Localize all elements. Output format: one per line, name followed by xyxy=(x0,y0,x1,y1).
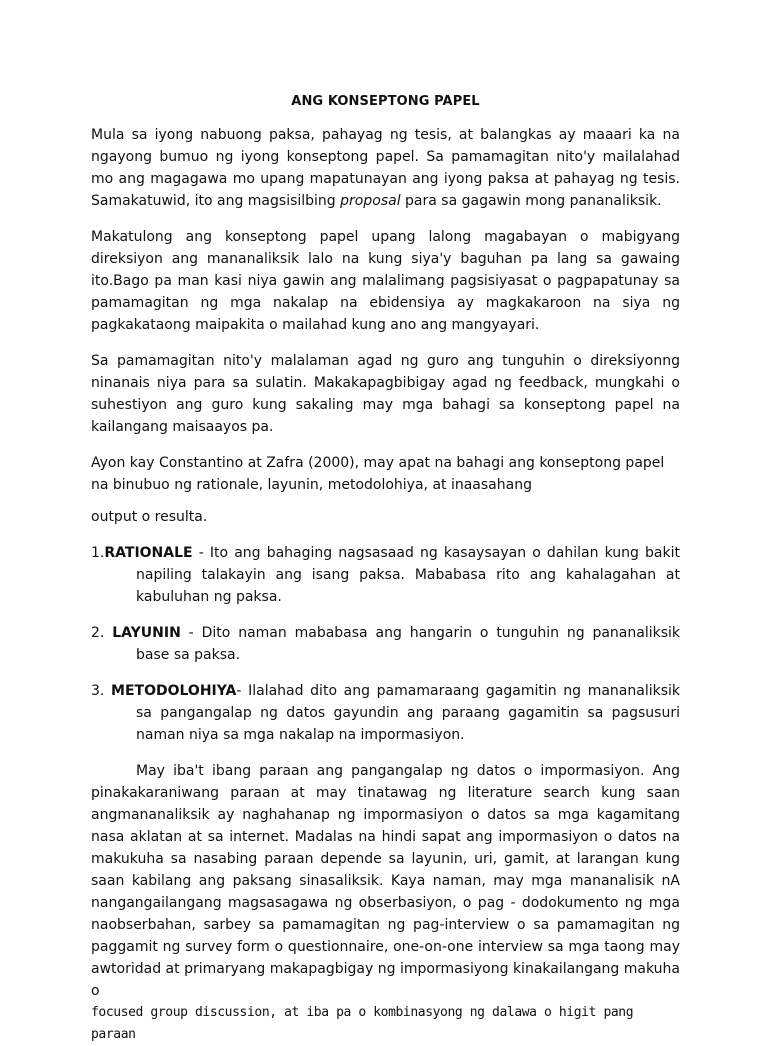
list-number: 2. xyxy=(91,625,113,641)
list-term: METODOLOHIYA xyxy=(111,683,237,699)
list-text: - Ito ang bahaging nagsasaad ng kasaysayan o dahilan kung bakit napiling talakayin ang isang paksa. Mababasa rito ang kahalagahan at kabuluhan ng paksa. xyxy=(136,545,680,605)
paragraph-intro-end: para sa gagawin mong pananaliksik. xyxy=(400,193,662,209)
list-item-layunin xyxy=(91,622,680,666)
list-term: RATIONALE xyxy=(104,545,193,561)
list-number: 3. xyxy=(91,683,112,699)
paragraph-purpose: Makatulong ang konseptong papel upang lalong magabayan o mabigyang direksiyon ang mananaliksik lalo na kung siya'y baguhan pa lang sa gawaing ito.Bago pa man kasi niya gawin ang malalimang pagsisiyasat o pagpapatunay sa pamamagitan ng mga nakalap na ebidensiya ay magkakaroon na siya ng pagkakataong maipakita o mailahad kung ano ang mangyayari. xyxy=(91,229,680,333)
paragraph-intro-text: Mula sa iyong nabuong paksa, pahayag ng tesis, at balangkas ay maaari ka na ngayong bumuo ng iyong konseptong papel. Sa pamamagitan nito'y mailalahad mo ang magagawa mo upang mapatunayan ang iyong paksa at pahayag ng tesis. Samakatuwid, ito ang magsisilbing xyxy=(91,127,680,209)
document-title: ANG KONSEPTONG PAPEL xyxy=(291,94,480,109)
list-text: - Ilalahad dito ang pamamaraang gagamitin ng mananaliksik sa pangangalap ng datos gayundin ang paraang gagamitin sa pagsusuri naman niya sa mga nakalap na impormasiyon. xyxy=(136,683,681,743)
paragraph-intro xyxy=(91,124,680,212)
paragraph-guide: Sa pamamagitan nito'y malalaman agad ng guro ang tunguhin o direksiyonng ninanais niya para sa sulatin. Makakapagbibigay agad ng feedback, mungkahi o suhestiyon ang guro kung sakaling may mga bahagi sa konseptong papel na kailangang maisaayos pa. xyxy=(91,353,680,435)
paragraph-methods: May iba't ibang paraan ang pangangalap ng datos o impormasiyon. Ang pinakakaraniwang paraan at may tinatawag ng literature search kung saan angmananaliksik ay naghahanap ng impormasiyon o datos sa mga kagamitang nasa aklatan at sa internet. Madalas na hindi sapat ang impormasiyon o datos na makukuha sa nasabing paraan depende sa layunin, uri, gamit, at larangan kung saan kabilang ang paksang sinasaliksik. Kaya naman, may mga mananalisik nA nangangailangang magsasagawa ng obserbasiyon, o pag - dodokumento ng mga naobserbahan, sarbey sa pamamagitan ng pag-interview o sa pamamagitan ng paggamit ng survey form o questionnaire, one-on-one interview sa mga taong may awtoridad at primaryang makapagbigay ng impormasiyong kinakailangang makuha o xyxy=(91,763,680,999)
paragraph-parts: Ayon kay Constantino at Zafra (2000), may apat na bahagi ang konseptong papel na binubuo ng rationale, layunin, metodolohiya, at inaasahang xyxy=(91,455,665,493)
paragraph-output: output o resulta. xyxy=(91,509,208,525)
list-item-metodolohiya xyxy=(91,680,680,746)
paragraph-methods-last-line: focused group discussion, at iba pa o kombinasyong ng dalawa o higit pang paraan xyxy=(91,1005,634,1042)
list-text: - Dito naman mababasa ang hangarin o tunguhin ng pananaliksik base sa paksa. xyxy=(136,625,680,663)
list-term: LAYUNIN xyxy=(112,625,181,641)
list-item-rationale xyxy=(91,542,680,608)
list-number: 1. xyxy=(91,545,105,561)
proposal-term: proposal xyxy=(340,193,401,209)
